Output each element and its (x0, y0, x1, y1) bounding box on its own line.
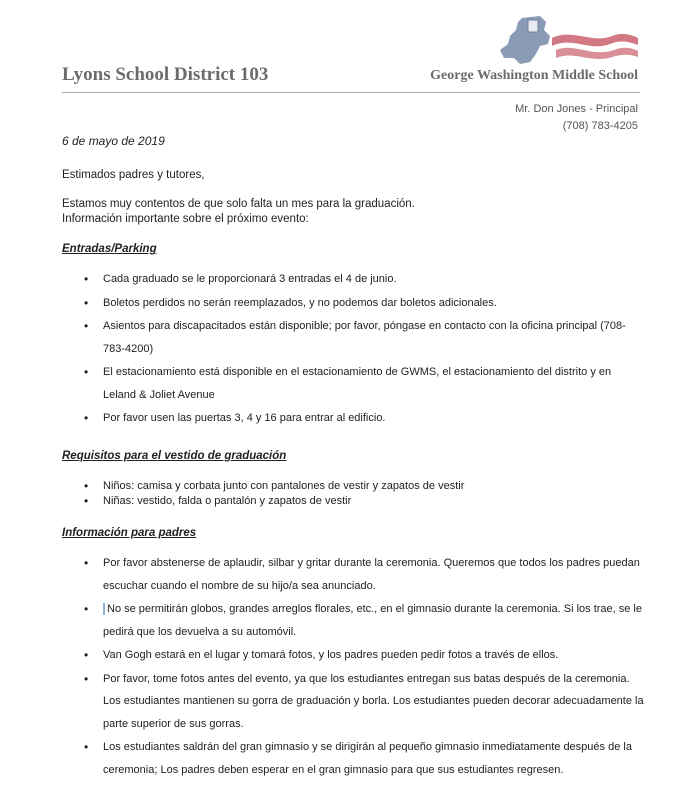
contact-block (515, 101, 638, 135)
list-item: • No se permitirán globos, grandes arreglos florales, etc., en el gimnasio durante la ceremonia. Si los trae, se le pedirá que los devuelva a su automóvil. (84, 598, 644, 643)
intro-line-2: Información importante sobre el próximo evento: (62, 213, 309, 225)
letter-date: 6 de mayo de 2019 (62, 134, 165, 148)
list-item: • Por favor usen las puertas 3, 4 y 16 para entrar al edificio. (84, 407, 644, 430)
school-logo-flag-icon (500, 14, 640, 66)
section-heading-dress: Requisitos para el vestido de graduación (62, 450, 287, 462)
intro-line-1: Estamos muy contentos de que solo falta un mes para la graduación. (62, 198, 415, 210)
list-item: • Niñas: vestido, falda o pantalón y zapatos de vestir (84, 494, 644, 509)
list-item: • Boletos perdidos no serán reemplazados, y no podemos dar boletos adicionales. (84, 292, 644, 315)
list-item: • Niños: camisa y corbata junto con pantalones de vestir y zapatos de vestir (84, 479, 644, 494)
list-item: • Por favor, tome fotos antes del evento, ya que los estudiantes entregan sus batas después de la ceremonia. Los estudiantes mantienen su gorra de graduación y borla. Los estudiantes pueden decorar adecuadamente la parte superior de sus gorras. (84, 668, 644, 736)
principal-name: Mr. Don Jones - Principal (515, 103, 638, 115)
section-heading-parents: Información para padres (62, 527, 197, 539)
list-item: • Asientos para discapacitados están disponible; por favor, póngase en contacto con la oficina principal (708-783-4200) (84, 315, 644, 360)
district-name: Lyons School District 103 (62, 64, 269, 85)
list-item: • Los estudiantes saldrán del gran gimnasio y se dirigirán al pequeño gimnasio inmediatamente después de la ceremonia; Los padres deben esperar en el gran gimnasio para que sus estudiantes regresen. (84, 736, 644, 781)
parents-list (84, 552, 644, 782)
greeting: Estimados padres y tutores, (62, 169, 205, 181)
school-name: George Washington Middle School (430, 68, 638, 83)
dress-list (84, 479, 644, 509)
list-item: • Van Gogh estará en el lugar y tomará fotos, y los padres pueden pedir fotos a través de ellos. (84, 644, 644, 667)
list-item: • Cada graduado se le proporcionará 3 entradas el 4 de junio. (84, 268, 644, 291)
phone-number: (708) 783-4205 (562, 120, 638, 132)
header-divider (62, 92, 640, 93)
list-item: • Por favor abstenerse de aplaudir, silbar y gritar durante la ceremonia. Queremos que todos los padres puedan escuchar cuando el nombre de su hijo/a sea anunciado. (84, 552, 644, 597)
section-heading-parking: Entradas/Parking (62, 243, 157, 255)
list-item: • El estacionamiento está disponible en el estacionamiento de GWMS, el estacionamiento del distrito y en Leland & Joliet Avenue (84, 361, 644, 406)
parking-list (84, 268, 644, 431)
